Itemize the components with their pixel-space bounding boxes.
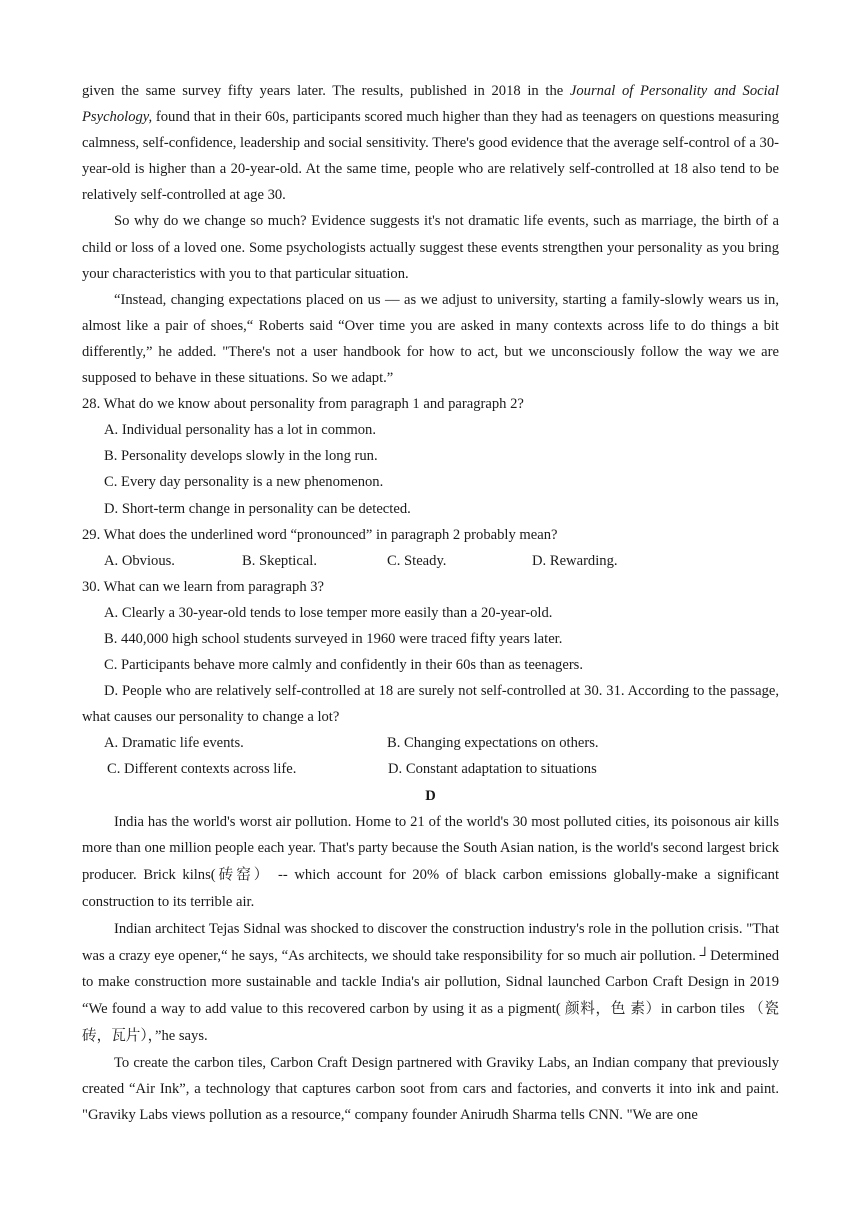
question-29-option-d: D. Rewarding. bbox=[532, 552, 618, 569]
question-30: 30. What can we learn from paragraph 3? bbox=[82, 578, 325, 595]
section-d-paragraph-1: India has the world's worst air pollution. Home to 21 of the world's 30 most polluted cities, its poisonous air kills more than one million people each year. That's party because the South Asian nation, is the world's second largest brick producer. Brick kilns(砖窑） -- which account for 20% of black carbon emissions globally-make a significant construction to its terrible air. bbox=[82, 813, 779, 911]
paragraph-3: “Instead, changing expectations placed on us — as we adjust to university, starting a family-slowly wears us in, almost like a pair of shoes,“ Roberts said “Over time you are asked in many contexts across life to do things a bit differently,” he added. "There's not a user handbook for how to act, but we unconsciously follow the way we are supposed to behave in these situations. So we adapt.” bbox=[82, 291, 779, 387]
question-30-option-b: B. 440,000 high school students surveyed in 1960 were traced fifty years later. bbox=[104, 630, 563, 647]
question-30-option-d: D. People who are relatively self-controlled at 18 are surely not self-controlled at 30. 31. According to the passage, what causes our personality to change a lot? bbox=[82, 683, 779, 726]
question-28-option-c: C. Every day personality is a new phenomenon. bbox=[104, 474, 384, 491]
question-30-option-c: C. Participants behave more calmly and confidently in their 60s than as teenagers. bbox=[104, 657, 584, 674]
question-28: 28. What do we know about personality from paragraph 1 and paragraph 2? bbox=[82, 396, 524, 413]
question-30-option-a: A. Clearly a 30-year-old tends to lose temper more easily than a 20-year-old. bbox=[104, 604, 553, 621]
section-d-paragraph-3: To create the carbon tiles, Carbon Craft Design partnered with Graviky Labs, an Indian company that previously created “Air Ink”, a technology that captures carbon soot from cars and factories, and converts it into ink and paint. "Graviky Labs views pollution as a resource,“ company founder Anirudh Sharma tells CNN. "We are one bbox=[82, 1054, 779, 1123]
question-31-option-a: A. Dramatic life events. bbox=[104, 735, 244, 752]
question-31-option-c: C. Different contexts across life. bbox=[107, 761, 297, 778]
question-29-options bbox=[82, 548, 779, 574]
question-28-option-d: D. Short-term change in personality can be detected. bbox=[104, 500, 411, 517]
question-31-option-d: D. Constant adaptation to situations bbox=[388, 761, 597, 778]
question-29-option-b: B. Skeptical. bbox=[242, 552, 317, 569]
question-29: 29. What does the underlined word “pronounced” in paragraph 2 probably mean? bbox=[82, 526, 558, 543]
paragraph-1 bbox=[82, 78, 779, 208]
paragraph-1-text-b: found that in their 60s, participants scored much higher than they had as teenagers on questions measuring calmness, self-confidence, leadership and social sensitivity. There's good evidence that the average self-control of a 30-year-old is higher than a 20-year-old. At the same time, people who are relatively self-controlled at 18 also tend to be relatively self-controlled at age 30. bbox=[82, 109, 779, 204]
question-28-option-a: A. Individual personality has a lot in common. bbox=[104, 422, 376, 439]
section-d-paragraph-2: Indian architect Tejas Sidnal was shocked to discover the construction industry's role in the pollution crisis. "That was a crazy eye opener,“ he says, “As architects, we should take responsibility for so much air pollution. ┘Determined to make construction more sustainable and tackle India's air pollution, Sidnal launched Carbon Craft Design in 2019 “We found a way to add value to this recovered carbon by using it as a pigment( 颜料，色 素）in carbon tiles （瓷砖，瓦片），”he says. bbox=[82, 920, 779, 1044]
question-28-option-b: B. Personality develops slowly in the long run. bbox=[104, 448, 378, 465]
section-heading: D bbox=[425, 787, 436, 804]
journal-title: Journal of Personality and Social Psychology, bbox=[82, 83, 779, 126]
document-page bbox=[82, 78, 779, 1128]
question-29-option-a: A. Obvious. bbox=[104, 552, 175, 569]
question-31-options-row-1 bbox=[82, 730, 779, 756]
paragraph-2: So why do we change so much? Evidence suggests it's not dramatic life events, such as marriage, the birth of a child or loss of a loved one. Some psychologists actually suggest these events strengthen your personality as you bring your characteristics with you to that particular situation. bbox=[82, 213, 779, 282]
question-29-option-c: C. Steady. bbox=[387, 552, 447, 569]
paragraph-1-text-a: given the same survey fifty years later. The results, published in 2018 in the bbox=[82, 83, 570, 99]
question-31-options-row-2 bbox=[82, 756, 779, 782]
question-31-option-b: B. Changing expectations on others. bbox=[387, 735, 599, 752]
